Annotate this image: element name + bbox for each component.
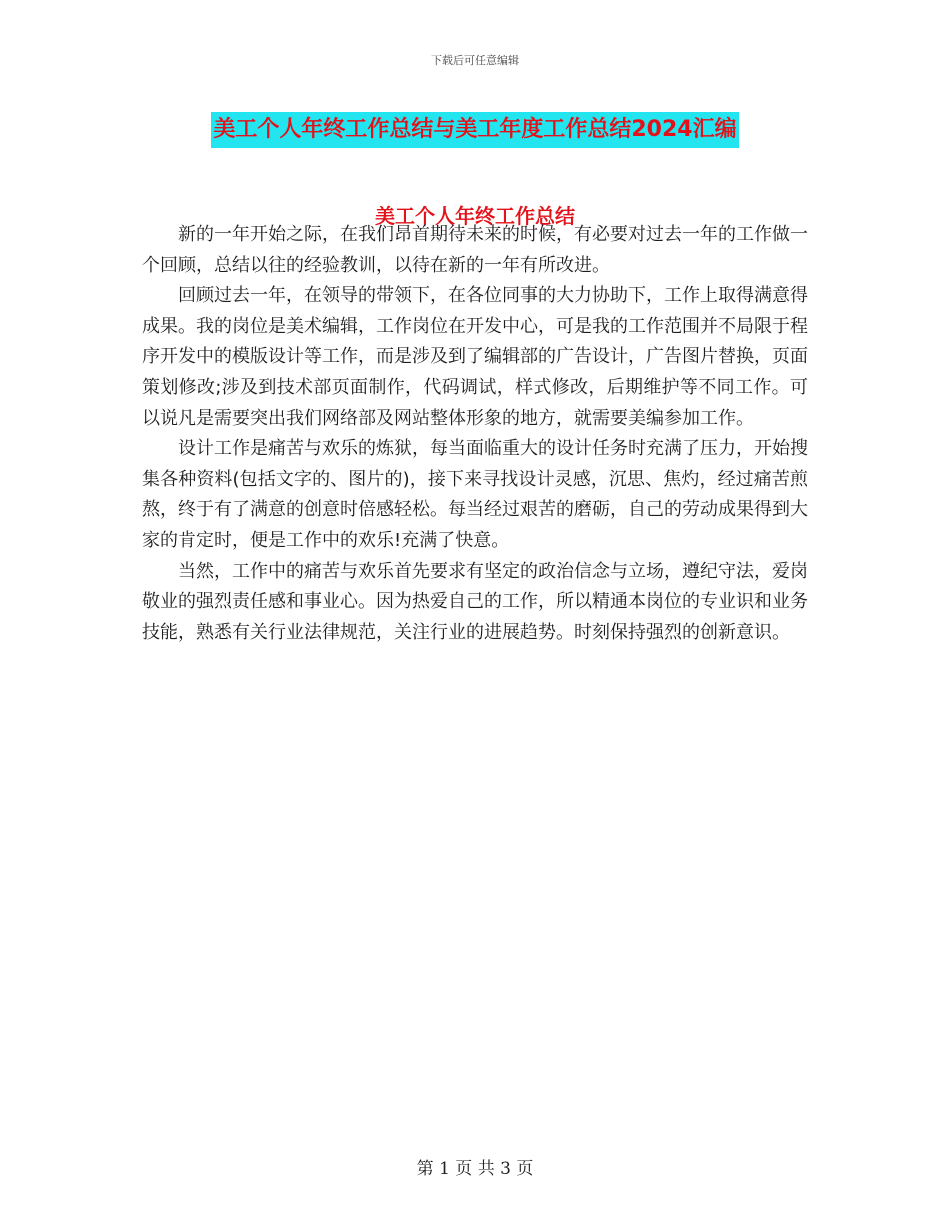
document-body — [142, 220, 808, 648]
main-title: 美工个人年终工作总结与美工年度工作总结2024汇编 — [211, 112, 738, 148]
paragraph-3: 设计工作是痛苦与欢乐的炼狱，每当面临重大的设计任务时充满了压力，开始搜集各种资料(包括文字的、图片的)，接下来寻找设计灵感，沉思、焦灼，经过痛苦煎熬，终于有了满意的创意时倍感轻松。每当经过艰苦的磨砺，自己的劳动成果得到大家的肯定时，便是工作中的欢乐!充满了快意。 — [142, 438, 808, 551]
paragraph-2: 回顾过去一年，在领导的带领下，在各位同事的大力协助下，工作上取得满意得成果。我的岗位是美术编辑，工作岗位在开发中心，可是我的工作范围并不局限于程序开发中的模版设计等工作，而是涉及到了编辑部的广告设计，广告图片替换，页面策划修改;涉及到技术部页面制作，代码调试，样式修改，后期维护等不同工作。可以说凡是需要突出我们网络部及网站整体形象的地方，就需要美编参加工作。 — [142, 285, 808, 429]
paragraph-1: 新的一年开始之际，在我们昂首期待未来的时候，有必要对过去一年的工作做一个回顾，总结以往的经验教训，以待在新的一年有所改进。 — [142, 224, 808, 276]
page-number: 第 1 页 共 3 页 — [416, 1159, 534, 1179]
section-title: 美工个人年终工作总结 — [375, 204, 575, 228]
main-title-container — [0, 112, 950, 148]
page-header-note: 下载后可任意编辑 — [431, 54, 519, 67]
paragraph-4: 当然，工作中的痛苦与欢乐首先要求有坚定的政治信念与立场，遵纪守法，爱岗敬业的强烈责任感和事业心。因为热爱自己的工作，所以精通本岗位的专业识和业务技能，熟悉有关行业法律规范，关注行业的进展趋势。时刻保持强烈的创新意识。 — [142, 560, 808, 643]
